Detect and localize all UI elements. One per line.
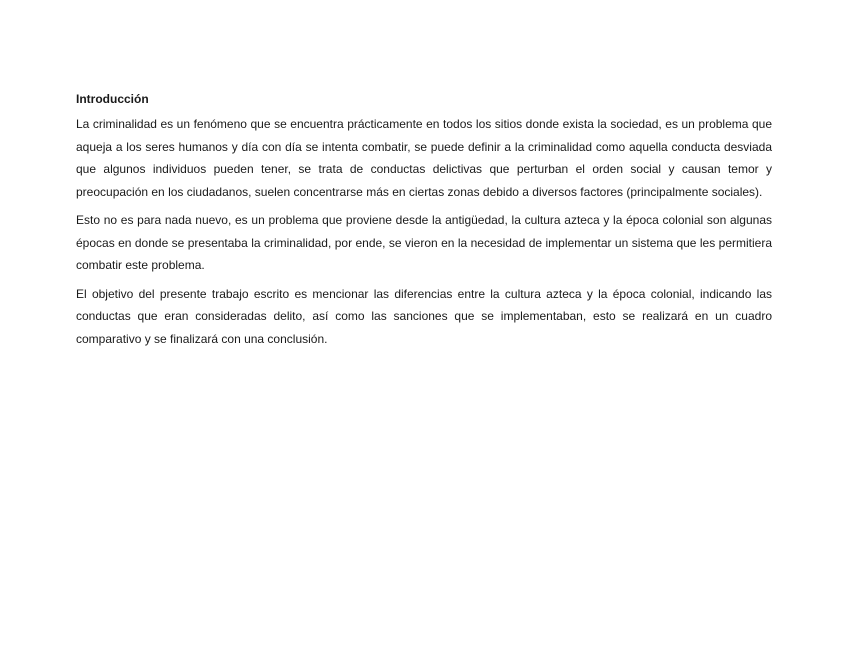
document-page — [76, 90, 772, 356]
section-heading: Introducción — [76, 92, 149, 106]
paragraph-objetivo: El objetivo del presente trabajo escrito es mencionar las diferencias entre la cultura azteca y la época colonial, indicando las conductas que eran consideradas delito, así como las sanciones que se implementaban, esto se realizará en un cuadro comparativo y se finalizará con una conclusión. — [76, 286, 772, 346]
paragraph-criminalidad: La criminalidad es un fenómeno que se encuentra prácticamente en todos los sitios donde exista la sociedad, es un problema que aqueja a los seres humanos y día con día se intenta combatir, se puede definir a la criminalidad como aquella conducta desviada que algunos individuos pueden tener, se trata de conductas delictivas que perturban el orden social y causan temor y preocupación en los ciudadanos, suelen concentrarse más en ciertas zonas debido a diversos factores (principalmente sociales). — [76, 117, 772, 199]
paragraph-antiguedad: Esto no es para nada nuevo, es un problema que proviene desde la antigüedad, la cultura azteca y la época colonial son algunas épocas en donde se presentaba la criminalidad, por ende, se vieron en la necesidad de implementar un sistema que les permitiera combatir este problema. — [76, 213, 772, 272]
